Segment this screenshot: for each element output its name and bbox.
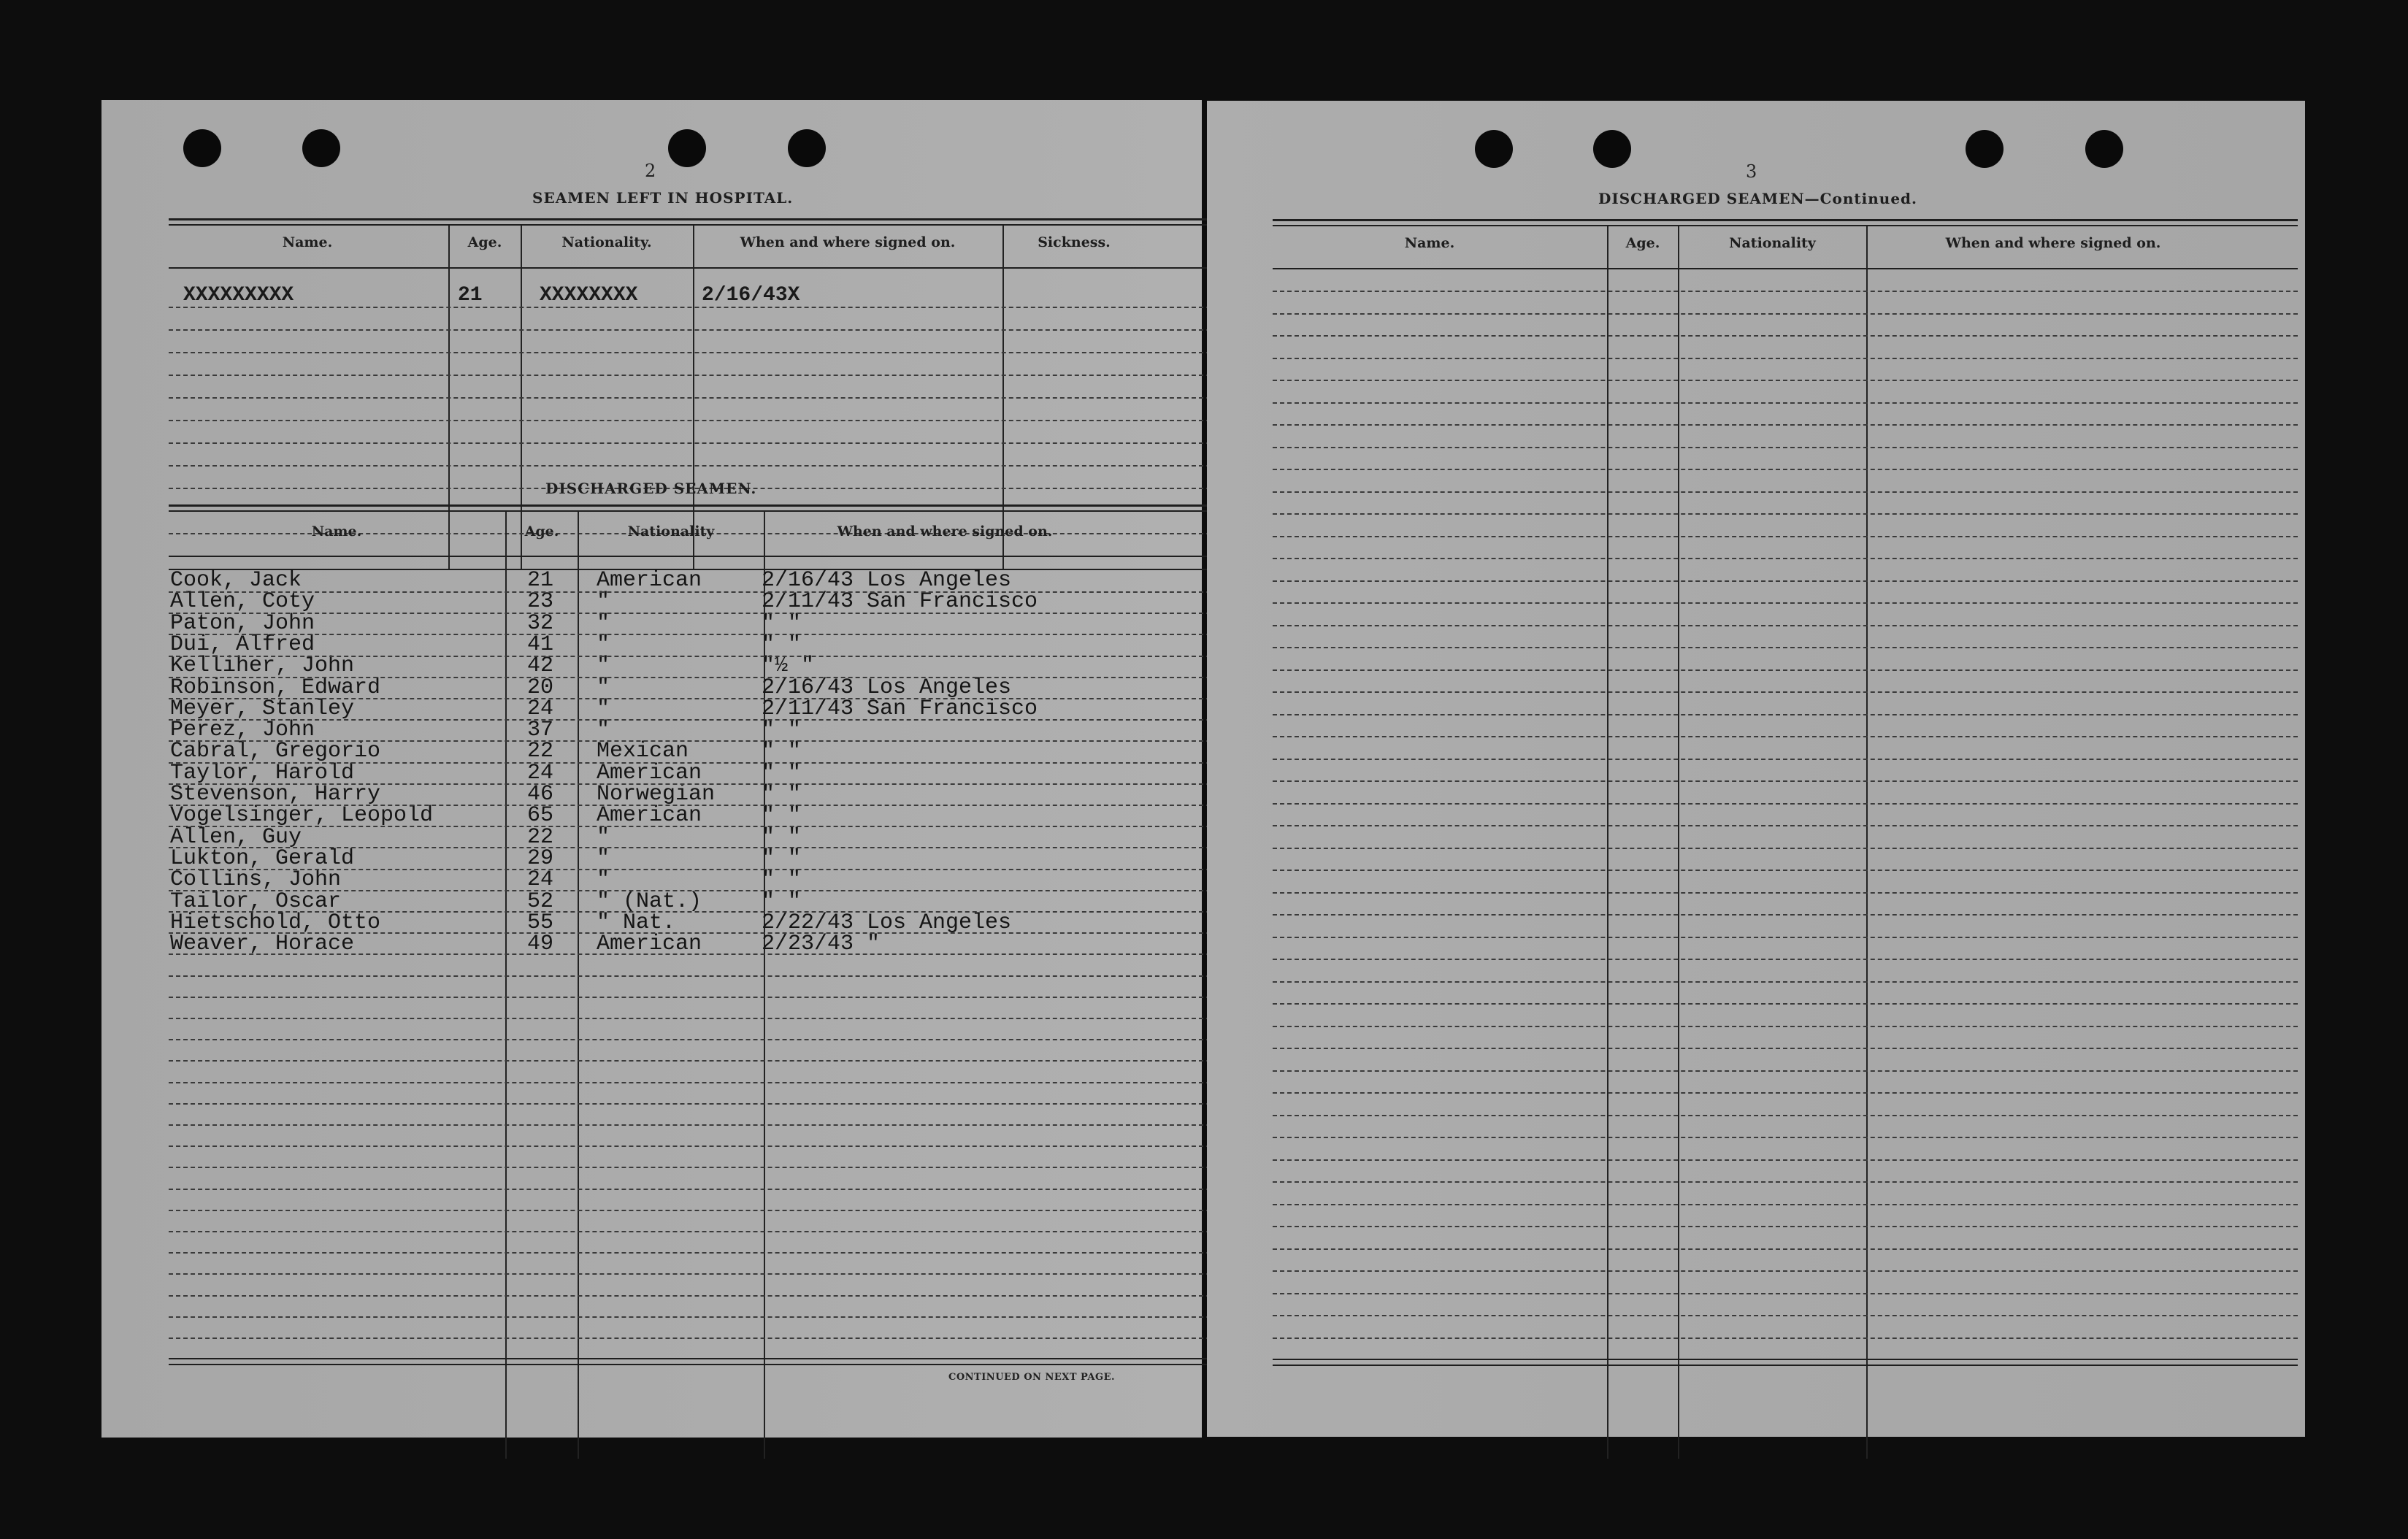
rule: [1273, 225, 2298, 226]
dotted-line: [1273, 1204, 2298, 1205]
hospital-section-title: SEAMEN LEFT IN HOSPITAL.: [532, 189, 794, 207]
discharged-col-name: Name.: [311, 523, 362, 540]
dotted-line: [1273, 1248, 2298, 1250]
dotted-line: [169, 656, 1232, 657]
seaman-signed-on: " ": [762, 632, 802, 657]
dotted-line: [1273, 447, 2298, 448]
seaman-signed-on: " ": [762, 782, 802, 807]
column-divider: [1866, 226, 1868, 1459]
hospital-signed-on: 2/16/43X: [702, 284, 800, 307]
seaman-nationality: ": [597, 589, 610, 614]
seaman-name: Weaver, Horace: [170, 932, 355, 956]
dotted-line: [169, 613, 1232, 614]
punch-hole: [1966, 130, 2004, 168]
seaman-nationality: American: [597, 761, 702, 786]
dotted-line: [169, 932, 1232, 934]
dotted-line: [169, 911, 1232, 913]
dotted-line: [169, 1273, 1232, 1275]
dotted-line: [1273, 937, 2298, 938]
hospital-col-signed-on: When and where signed on.: [740, 234, 956, 250]
dotted-line: [169, 997, 1232, 998]
dotted-line: [169, 1316, 1232, 1318]
seaman-signed-on: 2/16/43 Los Angeles: [762, 675, 1012, 700]
dotted-line: [169, 465, 1232, 467]
seaman-nationality: ": [597, 611, 610, 636]
dotted-line: [169, 591, 1232, 593]
hospital-col-name: Name.: [282, 234, 333, 250]
discharged-section-title: DISCHARGED SEAMEN.: [545, 480, 757, 497]
seaman-nationality: ": [597, 846, 610, 871]
seaman-signed-on: " ": [762, 803, 802, 828]
rule: [169, 267, 1232, 269]
dotted-line: [1273, 1026, 2298, 1027]
hospital-col-sickness: Sickness.: [1038, 234, 1111, 250]
dotted-line: [169, 1337, 1232, 1339]
right-page: [1207, 101, 2305, 1437]
seaman-signed-on: "½ ": [762, 653, 815, 678]
dotted-line: [1273, 691, 2298, 693]
dotted-line: [169, 719, 1232, 721]
left-page: [101, 100, 1202, 1438]
continued-section-title: DISCHARGED SEAMEN—Continued.: [1598, 190, 1917, 207]
page-number: 3: [1746, 161, 1757, 182]
dotted-line: [1273, 580, 2298, 582]
seaman-name: Kelliher, John: [170, 653, 355, 678]
dotted-line: [1273, 1003, 2298, 1005]
dotted-line: [169, 762, 1232, 764]
dotted-line: [169, 826, 1232, 827]
seaman-name: Robinson, Edward: [170, 675, 381, 700]
dotted-line: [169, 329, 1232, 331]
seaman-name: Lukton, Gerald: [170, 846, 355, 871]
dotted-line: [169, 953, 1232, 955]
dotted-line: [1273, 602, 2298, 604]
seaman-age: 23: [527, 589, 554, 614]
rule: [169, 504, 1232, 507]
dotted-line: [1273, 1293, 2298, 1294]
dotted-line: [1273, 959, 2298, 960]
dotted-line: [169, 1039, 1232, 1040]
dotted-line: [1273, 536, 2298, 537]
dotted-line: [1273, 1048, 2298, 1049]
punch-hole: [2085, 130, 2123, 168]
seaman-nationality: Mexican: [597, 739, 689, 764]
seaman-age: 22: [527, 739, 554, 764]
seaman-signed-on: 2/23/43 ": [762, 932, 881, 956]
continued-col-nationality: Nationality: [1729, 235, 1816, 251]
dotted-line: [1273, 1181, 2298, 1183]
dotted-line: [169, 442, 1232, 444]
dotted-line: [169, 1082, 1232, 1083]
dotted-line: [1273, 625, 2298, 626]
dotted-line: [169, 634, 1232, 635]
rule: [1273, 268, 2298, 269]
dotted-line: [1273, 1315, 2298, 1316]
dotted-line: [1273, 513, 2298, 515]
dotted-line: [169, 698, 1232, 699]
seaman-nationality: " (Nat.): [597, 889, 702, 914]
seaman-signed-on: " ": [762, 611, 802, 636]
seaman-name: Paton, John: [170, 611, 315, 636]
rule: [169, 556, 1232, 557]
dotted-line: [169, 1231, 1232, 1232]
seaman-signed-on: " ": [762, 739, 802, 764]
dotted-line: [1273, 803, 2298, 805]
seaman-signed-on: " ": [762, 889, 802, 914]
seaman-name: Cabral, Gregorio: [170, 739, 381, 764]
seaman-nationality: Norwegian: [597, 782, 716, 807]
dotted-line: [1273, 825, 2298, 826]
seaman-nationality: ": [597, 867, 610, 892]
seaman-name: Allen, Coty: [170, 589, 315, 614]
dotted-line: [1273, 1137, 2298, 1138]
seaman-nationality: ": [597, 825, 610, 850]
rule: [1273, 219, 2298, 221]
dotted-line: [169, 1145, 1232, 1147]
discharged-col-age: Age.: [524, 523, 559, 540]
dotted-line: [1273, 358, 2298, 359]
dotted-line: [169, 890, 1232, 891]
dotted-line: [1273, 469, 2298, 470]
dotted-line: [1273, 335, 2298, 337]
dotted-line: [169, 975, 1232, 977]
seaman-age: 22: [527, 825, 554, 850]
dotted-line: [1273, 491, 2298, 493]
seaman-nationality: ": [597, 675, 610, 700]
seaman-name: Stevenson, Harry: [170, 782, 381, 807]
seaman-name: Vogelsinger, Leopold: [170, 803, 434, 828]
punch-hole: [788, 129, 826, 167]
seaman-name: Perez, John: [170, 718, 315, 742]
continued-col-age: Age.: [1625, 235, 1660, 251]
seaman-nationality: American: [597, 568, 702, 593]
seaman-name: Cook, Jack: [170, 568, 302, 593]
dotted-line: [169, 1252, 1232, 1254]
dotted-line: [1273, 558, 2298, 559]
rule: [1273, 1365, 2298, 1366]
dotted-line: [1273, 981, 2298, 983]
seaman-age: 46: [527, 782, 554, 807]
dotted-line: [1273, 848, 2298, 849]
seaman-signed-on: 2/22/43 Los Angeles: [762, 910, 1012, 935]
punch-hole: [1593, 130, 1631, 168]
dotted-line: [169, 847, 1232, 848]
hospital-nationality: XXXXXXXX: [540, 284, 638, 307]
seaman-age: 24: [527, 867, 554, 892]
dotted-line: [1273, 380, 2298, 381]
dotted-line: [169, 352, 1232, 353]
seaman-nationality: American: [597, 932, 702, 956]
seaman-name: Collins, John: [170, 867, 342, 892]
seaman-age: 24: [527, 696, 554, 721]
seaman-nationality: ": [597, 718, 610, 742]
seaman-name: Hietschold, Otto: [170, 910, 381, 935]
discharged-col-signed-on: When and where signed on.: [837, 523, 1053, 540]
dotted-line: [1273, 870, 2298, 871]
seaman-age: 21: [527, 568, 554, 593]
seaman-signed-on: " ": [762, 718, 802, 742]
seaman-age: 20: [527, 675, 554, 700]
rule: [169, 1364, 1232, 1365]
column-divider: [1607, 226, 1608, 1459]
dotted-line: [1273, 780, 2298, 782]
seaman-age: 55: [527, 910, 554, 935]
seaman-name: Allen, Guy: [170, 825, 302, 850]
seaman-signed-on: 2/11/43 San Francisco: [762, 589, 1038, 614]
seaman-age: 32: [527, 611, 554, 636]
dotted-line: [169, 1295, 1232, 1297]
dotted-line: [169, 869, 1232, 870]
dotted-line: [169, 1210, 1232, 1211]
dotted-line: [1273, 1337, 2298, 1339]
dotted-line: [1273, 736, 2298, 737]
seaman-name: Taylor, Harold: [170, 761, 355, 786]
seaman-nationality: ": [597, 696, 610, 721]
dotted-line: [169, 805, 1232, 806]
seaman-age: 24: [527, 761, 554, 786]
dotted-line: [1273, 1115, 2298, 1116]
page-number: 2: [645, 161, 656, 181]
punch-hole: [302, 129, 340, 167]
rule: [169, 218, 1232, 220]
dotted-line: [1273, 759, 2298, 760]
seaman-age: 42: [527, 653, 554, 678]
dotted-line: [169, 677, 1232, 678]
rule: [169, 510, 1232, 512]
continued-col-signed-on: When and where signed on.: [1945, 235, 2161, 251]
dotted-line: [169, 420, 1232, 421]
dotted-line: [169, 740, 1232, 742]
seaman-signed-on: " ": [762, 867, 802, 892]
dotted-line: [169, 307, 1232, 308]
seaman-name: Meyer, Stanley: [170, 696, 355, 721]
dotted-line: [1273, 714, 2298, 715]
rule: [169, 1358, 1232, 1359]
seaman-age: 29: [527, 846, 554, 871]
continued-note: CONTINUED ON NEXT PAGE.: [948, 1372, 1115, 1383]
seaman-nationality: ": [597, 653, 610, 678]
dotted-line: [169, 1060, 1232, 1062]
dotted-line: [1273, 669, 2298, 671]
dotted-line: [169, 397, 1232, 399]
seaman-age: 52: [527, 889, 554, 914]
punch-hole: [668, 129, 706, 167]
dotted-line: [1273, 424, 2298, 426]
hospital-age: 21: [458, 284, 483, 307]
dotted-line: [1273, 1092, 2298, 1094]
dotted-line: [1273, 1159, 2298, 1161]
hospital-col-age: Age.: [467, 234, 502, 250]
rule: [1273, 1359, 2298, 1360]
dotted-line: [1273, 402, 2298, 404]
dotted-line: [1273, 1226, 2298, 1227]
dotted-line: [169, 1124, 1232, 1126]
dotted-line: [1273, 313, 2298, 315]
dotted-line: [169, 1189, 1232, 1190]
dotted-line: [169, 1167, 1232, 1168]
punch-hole: [1475, 130, 1513, 168]
seaman-name: Tailor, Oscar: [170, 889, 342, 914]
dotted-line: [1273, 892, 2298, 894]
column-divider: [1678, 226, 1679, 1459]
rule: [169, 224, 1232, 226]
dotted-line: [1273, 1070, 2298, 1072]
seaman-nationality: American: [597, 803, 702, 828]
dotted-line: [1273, 291, 2298, 292]
seaman-nationality: ": [597, 632, 610, 657]
dotted-line: [169, 1103, 1232, 1105]
discharged-col-nationality: Nationality: [627, 523, 715, 540]
hospital-name: XXXXXXXXX: [183, 284, 294, 307]
dotted-line: [1273, 914, 2298, 916]
hospital-col-nationality: Nationality.: [561, 234, 652, 250]
seaman-signed-on: 2/16/43 Los Angeles: [762, 568, 1012, 593]
dotted-line: [169, 375, 1232, 376]
seaman-age: 65: [527, 803, 554, 828]
dotted-line: [169, 1018, 1232, 1019]
continued-col-name: Name.: [1404, 235, 1455, 251]
seaman-nationality: " Nat.: [597, 910, 676, 935]
punch-hole: [183, 129, 221, 167]
dotted-line: [1273, 647, 2298, 648]
seaman-signed-on: " ": [762, 846, 802, 871]
seaman-name: Dui, Alfred: [170, 632, 315, 657]
dotted-line: [169, 783, 1232, 785]
seaman-age: 41: [527, 632, 554, 657]
dotted-line: [1273, 1270, 2298, 1272]
seaman-age: 49: [527, 932, 554, 956]
seaman-signed-on: 2/11/43 San Francisco: [762, 696, 1038, 721]
seaman-signed-on: " ": [762, 761, 802, 786]
seaman-signed-on: " ": [762, 825, 802, 850]
seaman-age: 37: [527, 718, 554, 742]
